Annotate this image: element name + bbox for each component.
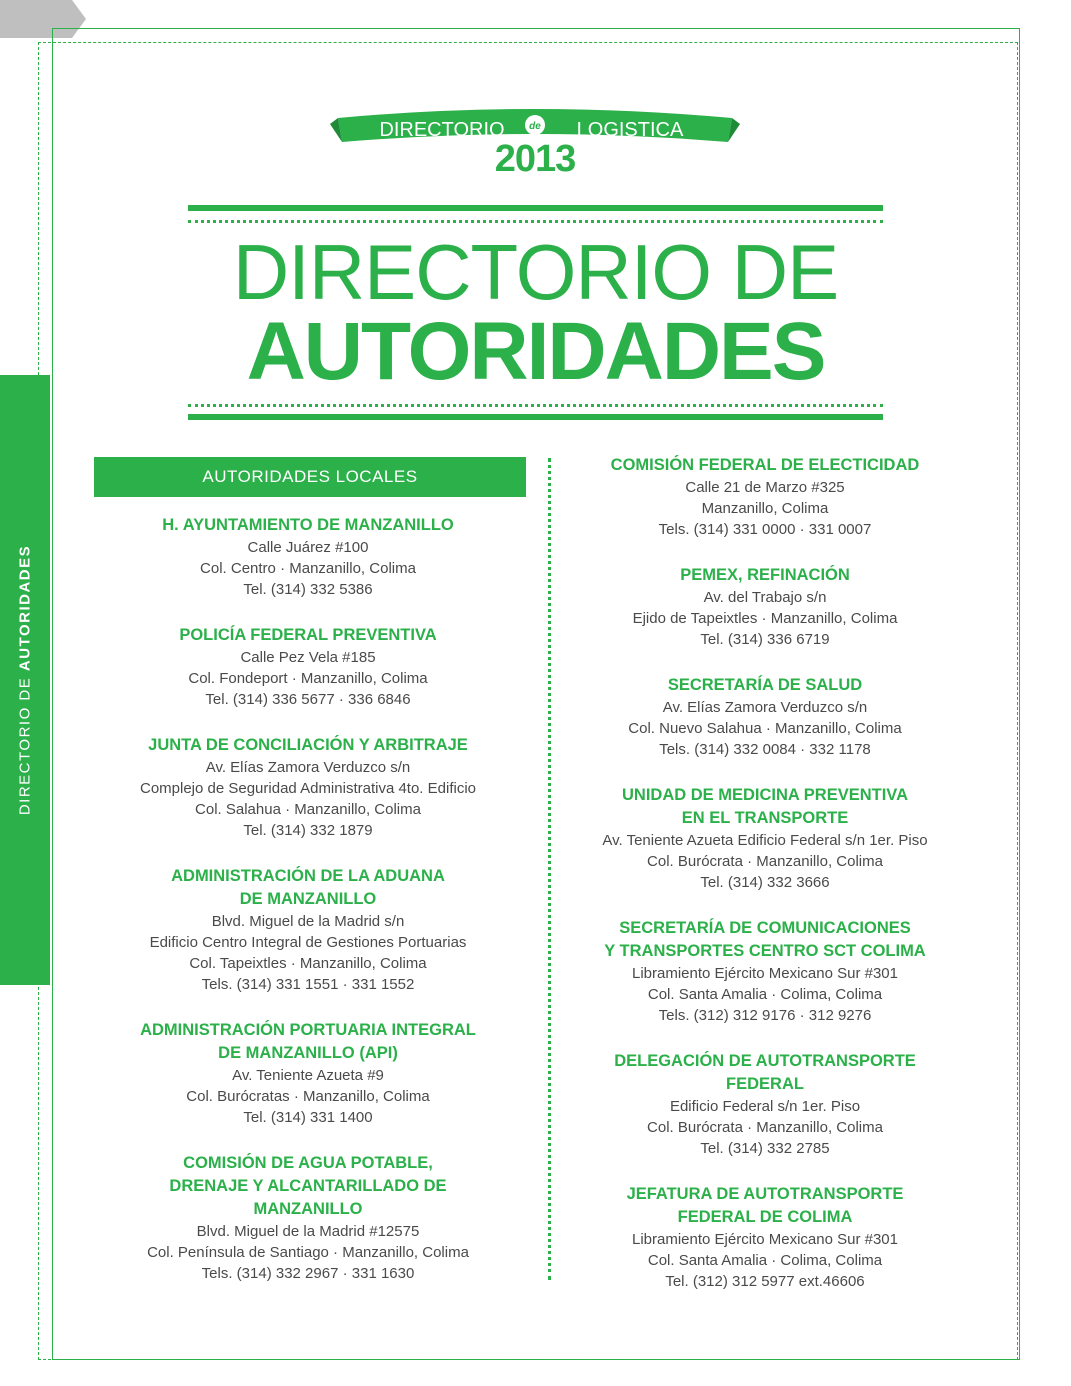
entry-name: ADMINISTRACIÓN DE LA ADUANA — [171, 867, 445, 885]
directory-entry — [555, 564, 975, 650]
entry-name: DRENAJE Y ALCANTARILLADO DE — [169, 1177, 447, 1195]
entry-detail-line: Av. Elías Zamora Verduzco s/n — [205, 759, 411, 776]
side-label-emphasis: AUTORIDADES — [16, 544, 34, 672]
directorio-logistica-logo — [330, 100, 740, 180]
entry-detail-line: Col. Península de Santiago · Manzanillo, Colima — [147, 1244, 469, 1261]
page-title-line2: AUTORIDADES — [246, 306, 825, 397]
entry-detail-line: Blvd. Miguel de la Madrid #12575 — [196, 1223, 420, 1240]
logo-year: 2013 — [494, 138, 576, 180]
title-dots-bottom — [188, 404, 883, 407]
entry-detail-line: Libramiento Ejército Mexicano Sur #301 — [632, 965, 898, 982]
entry-detail-line: Blvd. Miguel de la Madrid s/n — [211, 913, 405, 930]
entry-name: JEFATURA DE AUTOTRANSPORTE — [626, 1185, 904, 1203]
entry-name: SECRETARÍA DE COMUNICACIONES — [619, 919, 911, 937]
title-rule-top — [188, 205, 883, 211]
directory-entry — [78, 734, 538, 841]
section-header-autoridades-locales: AUTORIDADES LOCALES — [94, 457, 526, 497]
entry-name: SECRETARÍA DE SALUD — [667, 676, 863, 694]
directory-entry — [78, 1152, 538, 1284]
entry-name: JUNTA DE CONCILIACIÓN Y ARBITRAJE — [148, 736, 468, 754]
entry-detail-line: Col. Nuevo Salahua · Manzanillo, Colima — [628, 720, 902, 737]
entry-name: FEDERAL DE COLIMA — [677, 1208, 853, 1226]
directory-entry — [78, 624, 538, 710]
side-label — [17, 545, 34, 815]
side-label-prefix: DIRECTORIO DE — [16, 676, 34, 816]
directory-entry — [555, 917, 975, 1026]
directory-entry — [555, 454, 975, 540]
entry-detail-line: Libramiento Ejército Mexicano Sur #301 — [632, 1231, 898, 1248]
entry-detail-line: Ejido de Tapeixtles · Manzanillo, Colima — [632, 610, 898, 627]
title-dots-top — [188, 220, 883, 223]
entry-detail-line: Col. Santa Amalia · Colima, Colima — [647, 1252, 883, 1269]
entry-detail-line: Av. del Trabajo s/n — [703, 589, 827, 606]
entry-detail-line: Tel. (312) 312 5977 ext.46606 — [665, 1273, 865, 1290]
directory-entry — [78, 865, 538, 995]
entry-detail-line: Tel. (314) 332 3666 — [700, 874, 830, 891]
entry-name: COMISIÓN FEDERAL DE ELECTICIDAD — [610, 456, 920, 474]
entry-name: FEDERAL — [726, 1075, 804, 1093]
entry-detail-line: Av. Teniente Azueta Edificio Federal s/n 1er. Piso — [602, 832, 928, 849]
entry-detail-line: Av. Teniente Azueta #9 — [232, 1067, 384, 1084]
entry-detail-line: Col. Fondeport · Manzanillo, Colima — [188, 670, 428, 687]
entry-detail-line: Tel. (314) 336 5677 · 336 6846 — [205, 691, 411, 708]
entry-detail-line: Tel. (314) 332 1879 — [243, 822, 373, 839]
entry-name: DELEGACIÓN DE AUTOTRANSPORTE — [614, 1052, 916, 1070]
entry-name: DE MANZANILLO (API) — [218, 1044, 398, 1062]
page-title-line1: DIRECTORIO DE — [232, 228, 839, 316]
logo-word2: LOGISTICA — [576, 119, 684, 141]
entry-detail-line: Col. Burócrata · Manzanillo, Colima — [647, 853, 883, 870]
entry-detail-line: Calle 21 de Marzo #325 — [685, 479, 845, 496]
left-column — [78, 514, 538, 1308]
right-column — [555, 454, 975, 1316]
entry-detail-line: Col. Santa Amalia · Colima, Colima — [647, 986, 883, 1003]
entry-detail-line: Complejo de Seguridad Administrativa 4to. Edificio — [139, 780, 476, 797]
entry-detail-line: Tels. (314) 331 0000 · 331 0007 — [658, 521, 872, 538]
entry-detail-line: Tel. (314) 332 2785 — [700, 1140, 830, 1157]
entry-detail-line: Calle Juárez #100 — [247, 539, 369, 556]
entry-detail-line: Calle Pez Vela #185 — [240, 649, 376, 666]
entry-detail-line: Col. Burócrata · Manzanillo, Colima — [647, 1119, 883, 1136]
entry-detail-line: Col. Tapeixtles · Manzanillo, Colima — [189, 955, 427, 972]
entry-name: ADMINISTRACIÓN PORTUARIA INTEGRAL — [140, 1021, 476, 1039]
entry-name: H. AYUNTAMIENTO DE MANZANILLO — [162, 516, 454, 534]
entry-detail-line: Tel. (314) 331 1400 — [243, 1109, 373, 1126]
directory-entry — [78, 1019, 538, 1128]
logo-connector: de — [529, 121, 541, 132]
directory-entry — [555, 1050, 975, 1159]
entry-name: POLICÍA FEDERAL PREVENTIVA — [179, 626, 437, 644]
entry-name: COMISIÓN DE AGUA POTABLE, — [183, 1154, 433, 1172]
entry-detail-line: Tels. (314) 332 2967 · 331 1630 — [201, 1265, 415, 1282]
entry-detail-line: Tels. (312) 312 9176 · 312 9276 — [658, 1007, 872, 1024]
entry-name: Y TRANSPORTES CENTRO SCT COLIMA — [604, 942, 926, 960]
directory-entry — [555, 784, 975, 893]
title-rule-bottom — [188, 414, 883, 420]
entry-detail-line: Tels. (314) 332 0084 · 332 1178 — [659, 741, 871, 758]
directory-entry — [78, 514, 538, 600]
entry-name: MANZANILLO — [253, 1200, 363, 1218]
entry-name: EN EL TRANSPORTE — [681, 809, 849, 827]
directory-entry — [555, 674, 975, 760]
entry-detail-line: Tels. (314) 331 1551 · 331 1552 — [201, 976, 415, 993]
entry-detail-line: Manzanillo, Colima — [701, 500, 829, 517]
entry-detail-line: Tel. (314) 332 5386 — [243, 581, 373, 598]
directory-entry — [555, 1183, 975, 1292]
entry-detail-line: Edificio Federal s/n 1er. Piso — [669, 1098, 861, 1115]
entry-detail-line: Col. Salahua · Manzanillo, Colima — [195, 801, 421, 818]
column-divider — [548, 458, 551, 1280]
entry-detail-line: Edificio Centro Integral de Gestiones Portuarias — [149, 934, 467, 951]
entry-name: UNIDAD DE MEDICINA PREVENTIVA — [621, 786, 909, 804]
entry-detail-line: Tel. (314) 336 6719 — [700, 631, 830, 648]
logo-word1: DIRECTORIO — [379, 119, 505, 141]
entry-name: PEMEX, REFINACIÓN — [680, 566, 850, 584]
entry-name: DE MANZANILLO — [239, 890, 377, 908]
entry-detail-line: Av. Elías Zamora Verduzco s/n — [662, 699, 868, 716]
entry-detail-line: Col. Centro · Manzanillo, Colima — [200, 560, 416, 577]
entry-detail-line: Col. Burócratas · Manzanillo, Colima — [186, 1088, 430, 1105]
